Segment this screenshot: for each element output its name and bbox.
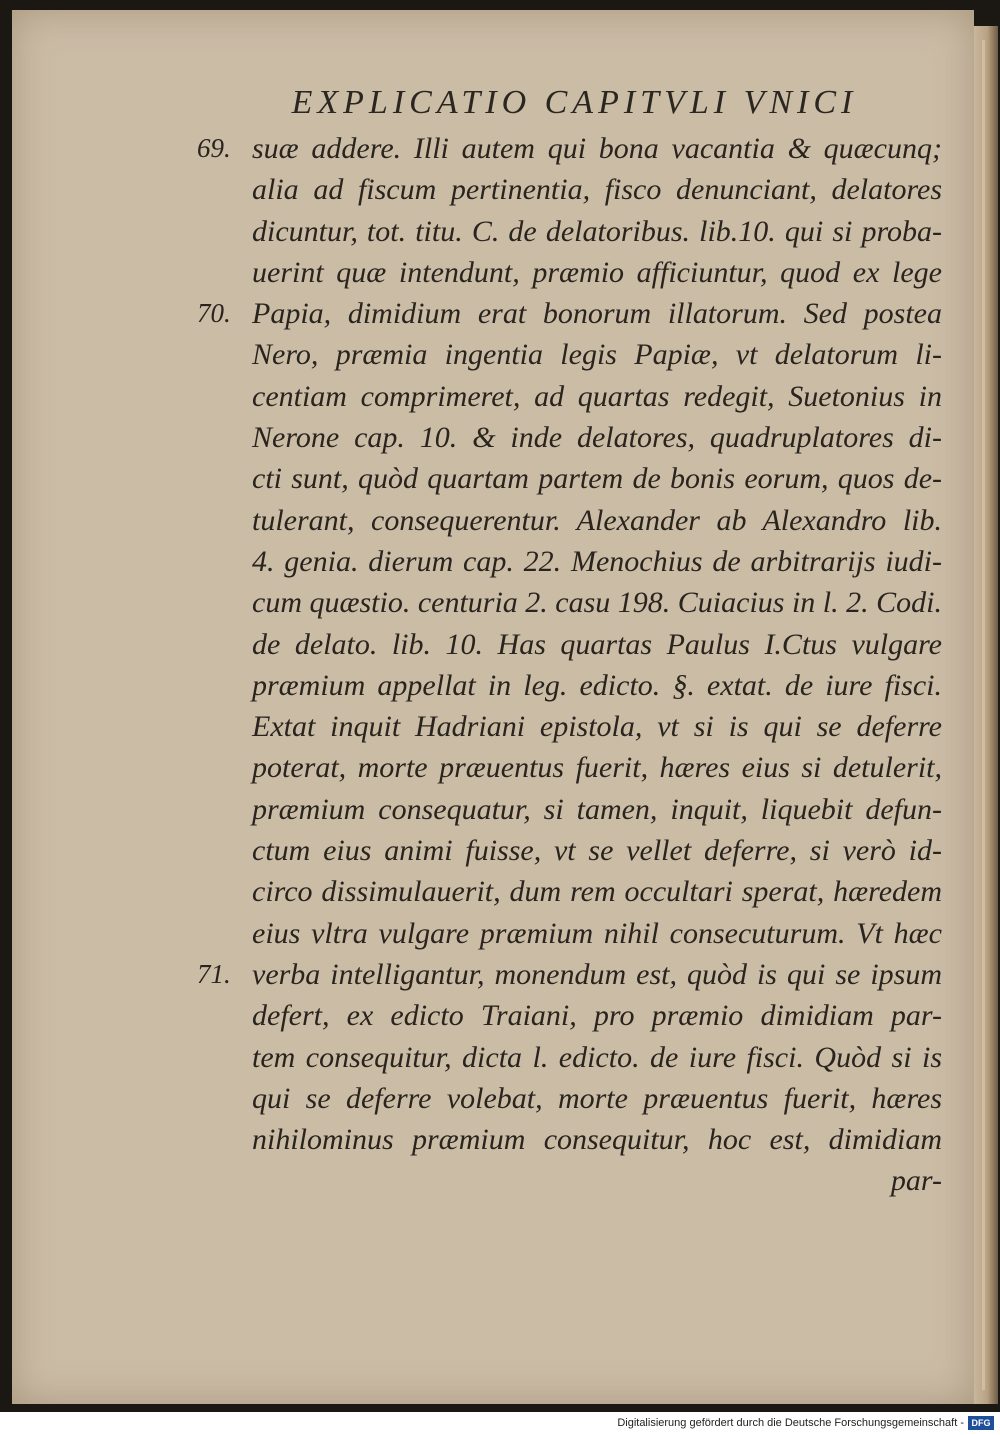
page-edge bbox=[974, 26, 998, 1404]
text-line bbox=[12, 211, 974, 252]
text-line bbox=[12, 458, 974, 499]
line-text: alia ad fiscum pertinentia, fisco denunciant, delatores bbox=[252, 173, 942, 207]
line-text: par- bbox=[890, 1164, 942, 1198]
text-line bbox=[12, 1160, 974, 1201]
line-text: tulerant, consequerentur. Alexander ab Alexandro lib. bbox=[252, 503, 942, 537]
text-line bbox=[12, 665, 974, 706]
body-text bbox=[12, 128, 974, 1202]
text-line bbox=[12, 706, 974, 747]
text-line bbox=[12, 1078, 974, 1119]
line-text: de delato. lib. 10. Has quartas Paulus I.Ctus vulgare bbox=[252, 627, 942, 661]
line-text: uerint quæ intendunt, præmio afficiuntur, quod ex lege bbox=[252, 255, 942, 289]
text-line bbox=[12, 1037, 974, 1078]
line-text: qui se deferre volebat, morte præuentus fuerit, hæres bbox=[252, 1081, 942, 1115]
text-line bbox=[12, 376, 974, 417]
line-text: eius vltra vulgare præmium nihil consecuturum. Vt hæc bbox=[252, 916, 942, 950]
page-edge-highlight bbox=[982, 40, 985, 1390]
text-line bbox=[12, 128, 974, 169]
margin-number: 70. bbox=[197, 298, 231, 329]
line-text: Extat inquit Hadriani epistola, vt si is qui se deferre bbox=[252, 710, 942, 744]
text-line bbox=[12, 1119, 974, 1160]
line-text: tem consequitur, dicta l. edicto. de iure fisci. Quòd si is bbox=[252, 1040, 942, 1074]
line-text: centiam comprimeret, ad quartas redegit, Suetonius in bbox=[252, 379, 942, 413]
text-line bbox=[12, 871, 974, 912]
book-page bbox=[12, 10, 974, 1404]
line-text: præmium consequatur, si tamen, inquit, liquebit defun- bbox=[252, 792, 942, 826]
text-line bbox=[12, 500, 974, 541]
text-line bbox=[12, 954, 974, 995]
line-text: poterat, morte præuentus fuerit, hæres eius si detulerit, bbox=[252, 751, 942, 785]
text-line bbox=[12, 334, 974, 375]
line-text: nihilominus præmium consequitur, hoc est, dimidiam bbox=[252, 1123, 942, 1157]
text-line bbox=[12, 582, 974, 623]
line-text: 4. genia. dierum cap. 22. Menochius de arbitrarijs iudi- bbox=[252, 544, 942, 578]
line-text: Nerone cap. 10. & inde delatores, quadruplatores di- bbox=[252, 421, 942, 455]
dfg-logo[interactable]: DFG bbox=[968, 1416, 994, 1430]
text-line bbox=[12, 995, 974, 1036]
text-line bbox=[12, 252, 974, 293]
line-text: suæ addere. Illi autem qui bona vacantia & quæcunq; bbox=[252, 132, 942, 165]
text-line bbox=[12, 747, 974, 788]
line-text: dicuntur, tot. titu. C. de delatoribus. lib.10. qui si proba- bbox=[252, 214, 942, 248]
line-text: præmium appellat in leg. edicto. §. extat. de iure fisci. bbox=[252, 668, 942, 702]
line-text: circo dissimulauerit, dum rem occultari sperat, hæredem bbox=[252, 875, 942, 909]
line-text: ctum eius animi fuisse, vt se vellet deferre, si verò id- bbox=[252, 834, 942, 868]
text-line bbox=[12, 913, 974, 954]
text-line bbox=[12, 789, 974, 830]
footer-strip bbox=[0, 1412, 1000, 1435]
line-text: cum quæstio. centuria 2. casu 198. Cuiacius in l. 2. Codi. bbox=[252, 586, 942, 620]
running-head: EXPLICATIO CAPITVLI VNICI bbox=[291, 84, 858, 121]
line-text: Nero, præmia ingentia legis Papiæ, vt delatorum li- bbox=[252, 338, 942, 372]
text-line bbox=[12, 624, 974, 665]
footer-credit: Digitalisierung gefördert durch die Deutsche Forschungsgemeinschaft - bbox=[617, 1417, 964, 1429]
text-line bbox=[12, 417, 974, 458]
text-line bbox=[12, 541, 974, 582]
line-text: Papia, dimidium erat bonorum illatorum. Sed postea bbox=[252, 297, 942, 331]
margin-number: 71. bbox=[197, 958, 231, 989]
line-text: defert, ex edicto Traiani, pro præmio dimidiam par- bbox=[252, 999, 942, 1033]
line-text: verba intelligantur, monendum est, quòd is qui se ipsum bbox=[252, 957, 942, 991]
line-text: cti sunt, quòd quartam partem de bonis eorum, quos de- bbox=[252, 462, 942, 496]
text-line bbox=[12, 169, 974, 210]
text-line bbox=[12, 293, 974, 334]
text-line bbox=[12, 830, 974, 871]
margin-number: 69. bbox=[197, 133, 231, 163]
